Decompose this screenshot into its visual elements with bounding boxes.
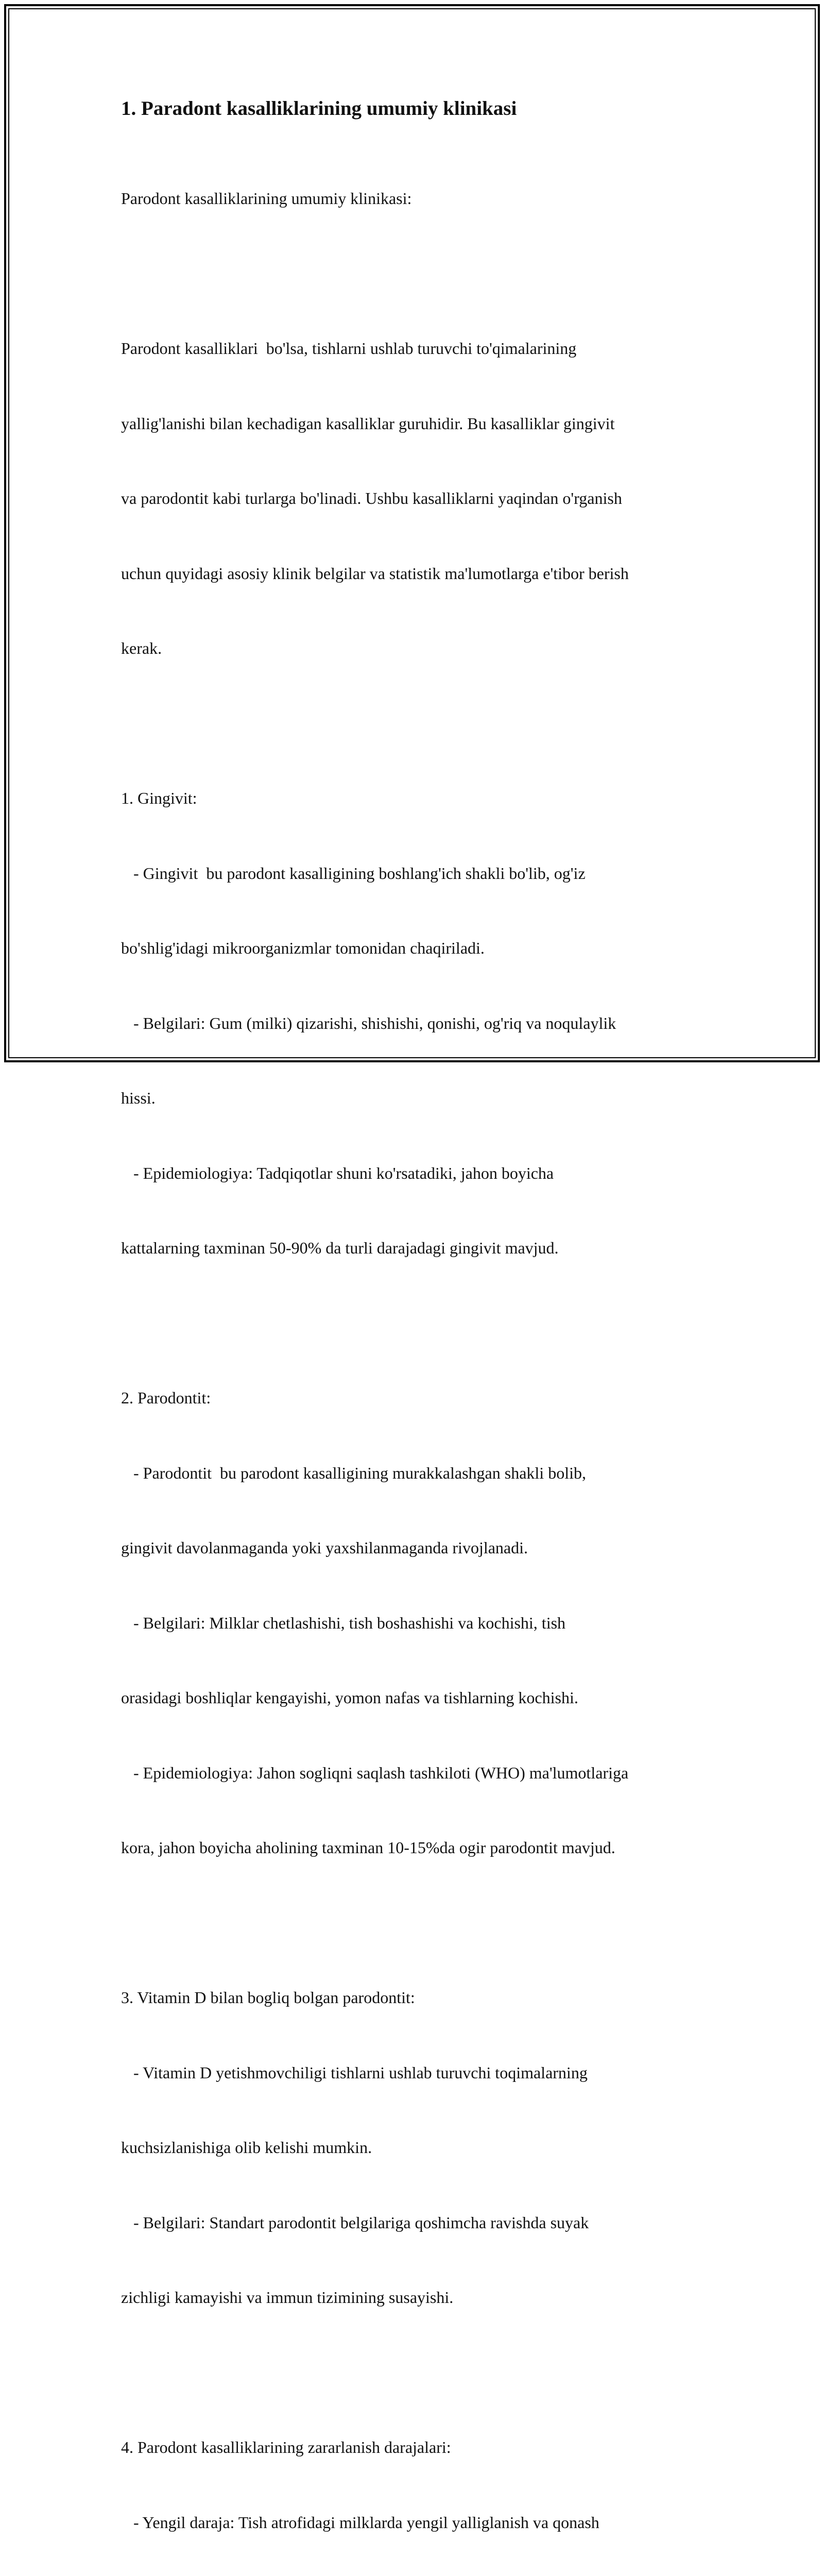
body-line bbox=[121, 261, 713, 286]
body-line: bo'shlig'idagi mikroorganizmlar tomonidan chaqiriladi. bbox=[121, 939, 485, 957]
body-line: - Belgilari: Milklar chetlashishi, tish boshashishi va kochishi, tish bbox=[121, 1613, 566, 1632]
body-line bbox=[121, 2360, 713, 2385]
body-line bbox=[121, 1311, 713, 1336]
body-line: kerak. bbox=[121, 639, 162, 657]
body-line: Parodont kasalliklari bo'lsa, tishlarni ushlab turuvchi to'qimalarining bbox=[121, 339, 577, 358]
section-heading: 4. Parodont kasalliklarining zararlanish darajalari: bbox=[121, 2438, 451, 2456]
document-page bbox=[121, 96, 713, 2576]
body-line: - Epidemiologiya: Jahon sogliqni saqlash tashkiloti (WHO) ma'lumotlariga bbox=[121, 1763, 629, 1782]
body-line: hissi. bbox=[121, 1089, 156, 1107]
section-heading: 3. Vitamin D bilan bogliq bolgan parodontit: bbox=[121, 1988, 415, 2007]
body-line: - Gingivit bu parodont kasalligining boshlang'ich shakli bo'lib, og'iz bbox=[121, 863, 586, 883]
body-line: - Yengil daraja: Tish atrofidagi milklarda yengil yalliglanish va qonash bbox=[121, 2513, 599, 2532]
document-title: 1. Paradont kasalliklarining umumiy klinikasi bbox=[121, 97, 517, 120]
section-heading: 2. Parodontit: bbox=[121, 1388, 211, 1407]
body-line: zichligi kamayishi va immun tizimining susayishi. bbox=[121, 2288, 454, 2307]
body-line bbox=[121, 1910, 713, 1936]
body-line: uchun quyidagi asosiy klinik belgilar va statistik ma'lumotlarga e'tibor berish bbox=[121, 564, 629, 583]
body-line: kora, jahon boyicha aholining taxminan 10-15%da ogir parodontit mavjud. bbox=[121, 1838, 615, 1857]
body-line: kattalarning taxminan 50-90% da turli darajadagi gingivit mavjud. bbox=[121, 1239, 559, 1257]
body-line: - Belgilari: Gum (milki) qizarishi, shishishi, qonishi, og'riq va noqulaylik bbox=[121, 1013, 616, 1032]
body-line: - Vitamin D yetishmovchiligi tishlarni ushlab turuvchi toqimalarning bbox=[121, 2063, 588, 2082]
body-line: - Belgilari: Standart parodontit belgilariga qoshimcha ravishda suyak bbox=[121, 2213, 589, 2232]
body-line: gingivit davolanmaganda yoki yaxshilanmaganda rivojlanadi. bbox=[121, 1538, 528, 1557]
body-line: yallig'lanishi bilan kechadigan kasalliklar guruhidir. Bu kasalliklar gingivit bbox=[121, 414, 615, 433]
body-line: va parodontit kabi turlarga bo'linadi. Ushbu kasalliklarni yaqindan o'rganish bbox=[121, 489, 622, 507]
body-line: - Parodontit bu parodont kasalligining murakkalashgan shakli bolib, bbox=[121, 1463, 586, 1482]
body-line bbox=[121, 711, 713, 736]
document-body bbox=[121, 136, 713, 2576]
body-line: - Epidemiologiya: Tadqiqotlar shuni ko'rsatadiki, jahon boyicha bbox=[121, 1163, 554, 1182]
section-heading: 1. Gingivit: bbox=[121, 789, 197, 807]
body-line: Parodont kasalliklarining umumiy klinikasi: bbox=[121, 189, 412, 208]
body-line: orasidagi boshliqlar kengayishi, yomon nafas va tishlarning kochishi. bbox=[121, 1688, 578, 1707]
body-line: kuchsizlanishiga olib kelishi mumkin. bbox=[121, 2138, 372, 2157]
